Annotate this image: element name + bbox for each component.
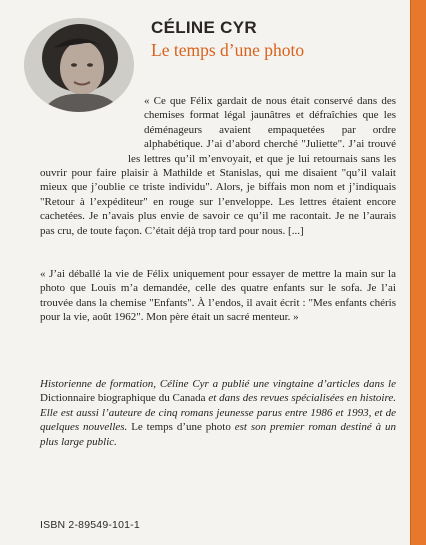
excerpt-paragraph-1	[40, 94, 396, 238]
bio-dictionary-title: Dictionnaire biographique du Canada	[40, 392, 206, 405]
bio-book-title: Le temps d’une photo	[131, 421, 231, 434]
bio-text-1: Historienne de formation, Céline Cyr a publié une vingtaine d’articles dans le	[40, 378, 396, 390]
bio-text-3: est son premier roman destiné à un plus large public.	[40, 421, 396, 448]
bio-text-2: et dans des revues spécialisées en histoire. Elle est aussi l’auteure de cinq romans jeunesse parus entre 1986 et 1993, et de quelques nouvelles.	[40, 392, 396, 434]
author-name: CÉLINE CYR	[151, 18, 257, 37]
cover-spine-band	[410, 0, 426, 545]
book-title: Le temps d’une photo	[151, 40, 305, 60]
author-bio	[40, 377, 396, 449]
isbn-number: ISBN 2-89549-101-1	[40, 519, 140, 531]
excerpt-1-text: « Ce que Félix gardait de nous était conservé dans des chemises format légal jaunâtres et défraîchies que les déménageurs avaient empaquetées par ordre alphabétique. J’ai d’abord cherché "Juliette". J’ai trouvé les lettres qu’il m’envoyait, et que je lui retournais sans les ouvrir pour faire plaisir à Mathilde et Stanislas, qui me disaient "qu’il valait mieux que j’oublie ce triste individu". Alors, je biffais mon nom et j’indiquais "Retour à l’expéditeur" en rouge sur l’enveloppe. Les lettres étaient encore cachetées. Je n’avais plus envie de savoir ce qu’il me racontait. Je ne l’aurais pas cru, de toute façon. C’était déjà trop tard pour nous. [...]	[40, 95, 396, 237]
excerpt-paragraph-2: « J’ai déballé la vie de Félix uniquement pour essayer de mettre la main sur la photo que Louis m’a demandée, celle des quatre enfants sur le sofa. Je l’ai trouvée dans la chemise "Enfants". À l’endos, il avait écrit : "Mes enfants chéris pour la vie, août 1962". Mon père était un sacré menteur. »	[40, 268, 396, 324]
